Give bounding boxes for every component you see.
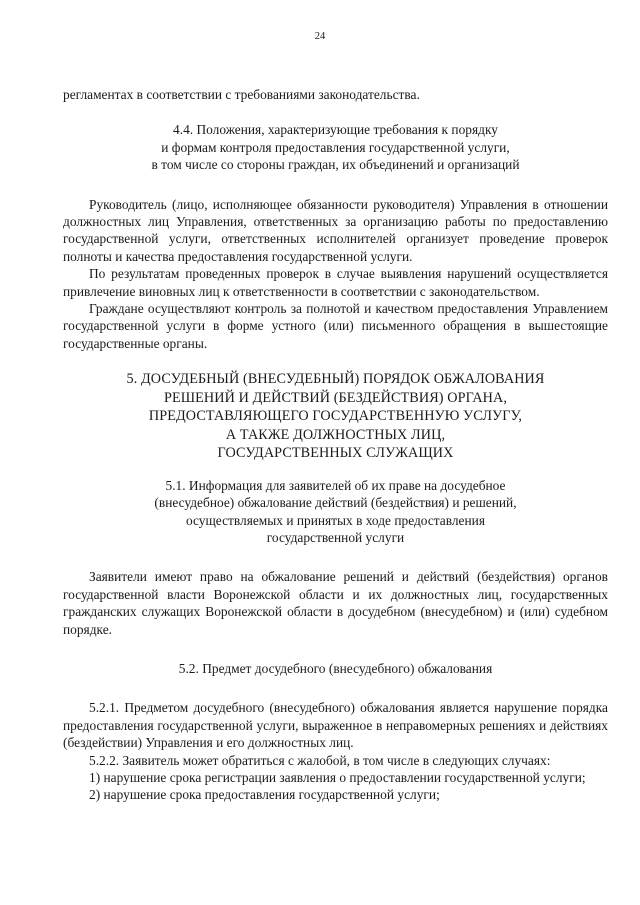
section-4-4-paragraph: Руководитель (лицо, исполняющее обязанности руководителя) Управления в отношении должностных лиц Управления, ответственных за организацию работы по предоставлению государственной услуги, ответственных исполнителей организует проведение проверок полноты и качества предоставления государственной услуги.: [63, 196, 608, 264]
section-5-2-paragraph: 5.2.1. Предметом досудебного (внесудебного) обжалования является нарушение порядка предоставления государственной услуги, выраженное в неправомерных решениях и действиях (бездействии) Управления и его должностных лиц.: [63, 700, 608, 751]
section-4-4-heading-line: 4.4. Положения, характеризующие требования к порядку: [173, 122, 498, 138]
section-5-1-heading-line: (внесудебное) обжалование действий (бездействия) и решений,: [154, 495, 517, 511]
section-5-1-heading-line: государственной услуги: [266, 530, 405, 545]
section-5-heading-line: 5. ДОСУДЕБНЫЙ (ВНЕСУДЕБНЫЙ) ПОРЯДОК ОБЖАЛОВАНИЯ: [126, 371, 545, 388]
section-5-1-heading: [63, 477, 608, 547]
section-4-4-heading: [63, 121, 608, 173]
section-5-2-list-item: 2) нарушение срока предоставления государственной услуги;: [89, 787, 440, 803]
section-5-2-paragraph: 5.2.2. Заявитель может обратиться с жалобой, в том числе в следующих случаях:: [89, 752, 551, 768]
section-4-4-heading-line: и формам контроля предоставления государственной услуги,: [161, 139, 510, 155]
section-5-1-heading-line: осуществляемых и принятых в ходе предоставления: [186, 512, 485, 528]
section-4-4-paragraph: По результатам проведенных проверок в случае выявления нарушений осуществляется привлечение виновных лиц к ответственности в соответствии с законодательством.: [63, 266, 608, 299]
section-5-heading-line: ГОСУДАРСТВЕННЫХ СЛУЖАЩИХ: [217, 445, 454, 462]
section-4-4-paragraph: Граждане осуществляют контроль за полнотой и качеством предоставления Управлением государственной услуги в форме устного (или) письменного обращения в вышестоящие государственные органы.: [63, 301, 608, 351]
section-5-2-list-item: 1) нарушение срока регистрации заявления о предоставлении государственной услуги;: [89, 770, 586, 786]
section-5-2-heading: 5.2. Предмет досудебного (внесудебного) обжалования: [178, 661, 493, 677]
intro-line: регламентах в соответствии с требованиями законодательства.: [63, 87, 420, 102]
section-5-1-heading-line: 5.1. Информация для заявителей об их праве на досудебное: [165, 477, 506, 493]
section-4-4-heading-line: в том числе со стороны граждан, их объединений и организаций: [151, 157, 520, 173]
page-number: 24: [314, 31, 326, 42]
document-body: [63, 86, 608, 804]
section-5-heading-line: РЕШЕНИЙ И ДЕЙСТВИЙ (БЕЗДЕЙСТВИЯ) ОРГАНА,: [163, 389, 508, 406]
section-5-heading-line: А ТАКЖЕ ДОЛЖНОСТНЫХ ЛИЦ,: [225, 426, 446, 443]
section-5-heading: [63, 370, 608, 463]
section-5-heading-line: ПРЕДОСТАВЛЯЮЩЕГО ГОСУДАРСТВЕННУЮ УСЛУГУ,: [148, 408, 523, 425]
section-5-1-paragraph: Заявители имеют право на обжалование решений и действий (бездействия) органов государственной власти Воронежской области и их должностных лиц, государственных гражданских служащих Воронежской области в досудебном (внесудебном) и (или) судебном порядке.: [63, 569, 608, 637]
